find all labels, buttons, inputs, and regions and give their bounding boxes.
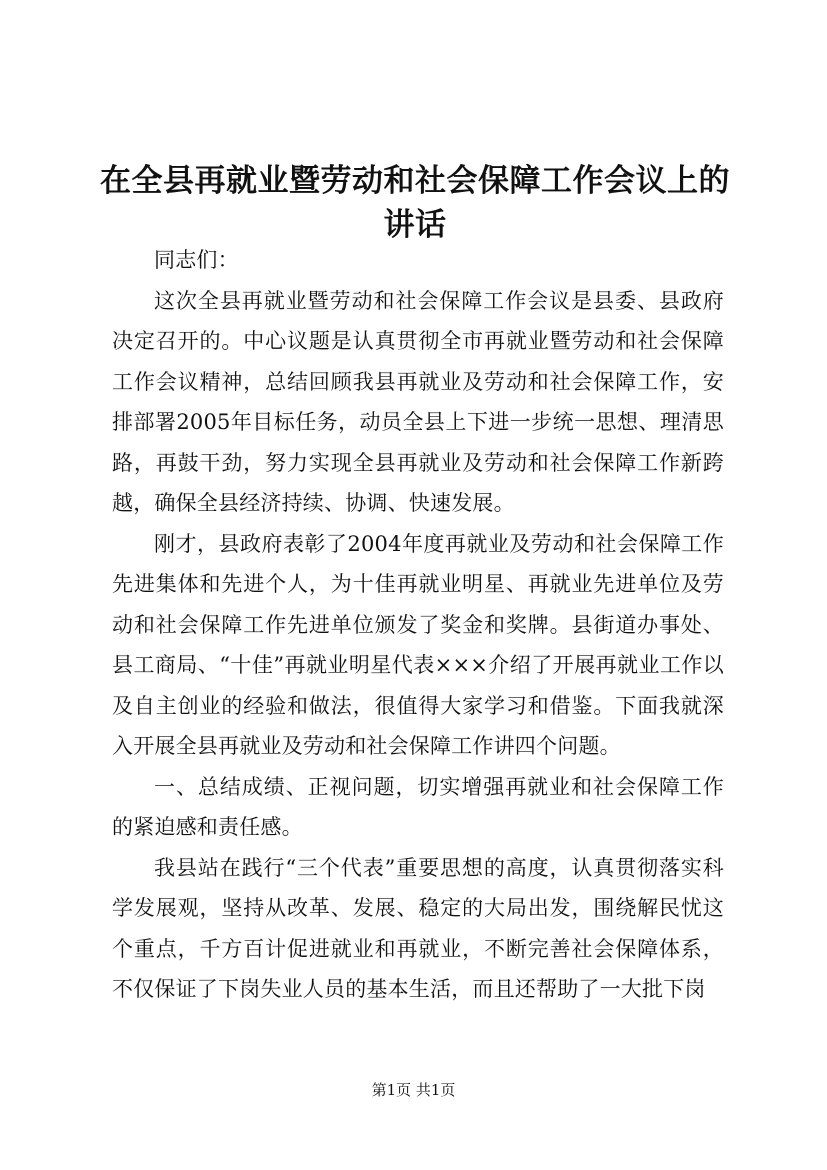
section-heading-1: 一、总结成绩、正视问题，切实增强再就业和社会保障工作的紧迫感和责任感。 bbox=[112, 774, 724, 839]
paragraph-intro: 这次全县再就业暨劳动和社会保障工作会议是县委、县政府决定召开的。中心议题是认真贯彻全市再就业暨劳动和社会保障工作会议精神，总结回顾我县再就业及劳动和社会保障工作，安排部署2005年目标任务，动员全县上下进一步统一思想、理清思路，再鼓干劲，努力实现全县再就业及劳动和社会保障工作新跨越，确保全县经济持续、协调、快速发展。 bbox=[112, 288, 724, 515]
document-title: 在全县再就业暨劳动和社会保障工作会议上的讲话 bbox=[100, 162, 730, 243]
salutation: 同志们： bbox=[154, 248, 239, 272]
document-body bbox=[112, 240, 724, 1010]
paragraph-achievements: 我县站在践行“三个代表”重要思想的高度，认真贯彻落实科学发展观，坚持从改革、发展、稳定的大局出发，围绕解民忧这个重点，千方百计促进就业和再就业，不断完善社会保障体系，不仅保证了下岗失业人员的基本生活，而且还帮助了一大批下岗 bbox=[112, 855, 724, 1001]
page-number-footer: 第1页 共1页 bbox=[371, 1081, 456, 1099]
paragraph-commendation: 刚才，县政府表彰了2004年度再就业及劳动和社会保障工作先进集体和先进个人，为十佳再就业明星、再就业先进单位及劳动和社会保障工作先进单位颁发了奖金和奖牌。县街道办事处、县工商局、“十佳”再就业明星代表×××介绍了开展再就业工作以及自主创业的经验和做法，很值得大家学习和借鉴。下面我就深入开展全县再就业及劳动和社会保障工作讲四个问题。 bbox=[112, 531, 724, 758]
